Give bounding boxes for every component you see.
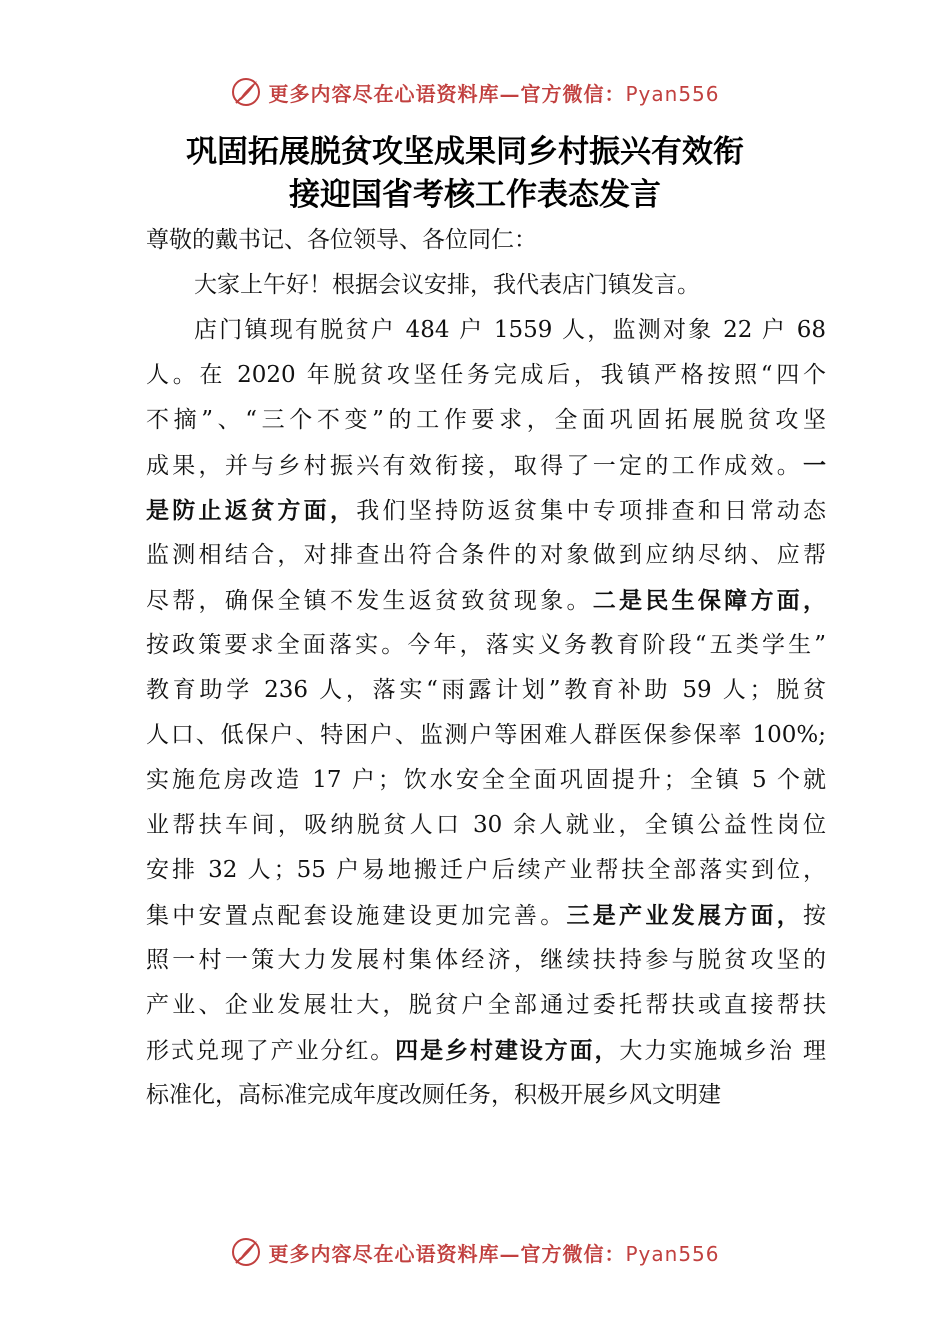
body-line: 店门镇现有脱贫户 484 户 1559 人，监测对象 22 户 68 [194, 317, 826, 343]
document-title-line-2: 接迎国省考核工作表态发言 [289, 177, 661, 213]
body-line: 不摘”、“三个不变”的工作要求，全面巩固拓展脱贫攻坚 [146, 407, 826, 433]
body-line: 人。在 2020 年脱贫攻坚任务完成后，我镇严格按照“四个 [146, 362, 826, 388]
paragraph-opening: 大家上午好！根据会议安排，我代表店门镇发言。 [194, 272, 700, 298]
body-line: 成果，并与乡村振兴有效衔接，取得了一定的工作成效。一 [146, 452, 826, 479]
heading-one-part-b: 是防止返贫方面， [146, 497, 357, 524]
body-line: 产业、企业发展壮大，脱贫户全部通过委托帮扶或直接帮扶 [146, 992, 826, 1018]
body-line: 集中安置点配套设施建设更加完善。三是产业发展方面，按 [146, 902, 827, 929]
document-title-line-1: 巩固拓展脱贫攻坚成果同乡村振兴有效衔 [186, 134, 744, 170]
heading-four: 四是乡村建设方面， [395, 1037, 620, 1064]
watermark-banner-bottom [0, 1232, 950, 1272]
body-line: 照一村一策大力发展村集体经济，继续扶持参与脱贫攻坚的 [146, 947, 826, 973]
heading-three: 三是产业发展方面， [566, 902, 804, 929]
quill-logo-icon [230, 1236, 262, 1268]
body-line: 形式兑现了产业分红。四是乡村建设方面，大力实施城乡治 理 [146, 1037, 827, 1064]
heading-one-part-a: 一 [803, 452, 826, 479]
body-line: 尽帮，确保全镇不发生返贫致贫现象。二是民生保障方面， [146, 587, 827, 614]
watermark-text: 更多内容尽在心语资料库—官方微信：Pyan556 [268, 1241, 720, 1266]
heading-two: 二是民生保障方面， [592, 587, 827, 614]
document-body [146, 218, 826, 1118]
body-line: 安排 32 人；55 户易地搬迁户后续产业帮扶全部落实到位， [146, 857, 826, 883]
watermark-banner-top [0, 72, 950, 112]
quill-logo-icon [230, 76, 262, 108]
salutation: 尊敬的戴书记、各位领导、各位同仁： [146, 227, 537, 253]
body-line: 监测相结合，对排查出符合条件的对象做到应纳尽纳、应帮 [146, 542, 826, 568]
watermark-text: 更多内容尽在心语资料库—官方微信：Pyan556 [268, 81, 720, 106]
body-line: 业帮扶车间，吸纳脱贫人口 30 余人就业，全镇公益性岗位 [146, 812, 826, 838]
body-line: 教育助学 236 人，落实“雨露计划”教育补助 59 人；脱贫 [146, 677, 826, 703]
body-line: 标准化，高标准完成年度改厕任务，积极开展乡风文明建 [146, 1082, 721, 1108]
body-line: 人口、低保户、特困户、监测户等困难人群医保参保率 100%; [146, 722, 826, 748]
body-line: 是防止返贫方面，我们坚持防返贫集中专项排查和日常动态 [146, 497, 827, 524]
body-line: 按政策要求全面落实。今年，落实义务教育阶段“五类学生” [146, 632, 826, 658]
body-line: 实施危房改造 17 户；饮水安全全面巩固提升；全镇 5 个就 [146, 767, 826, 793]
